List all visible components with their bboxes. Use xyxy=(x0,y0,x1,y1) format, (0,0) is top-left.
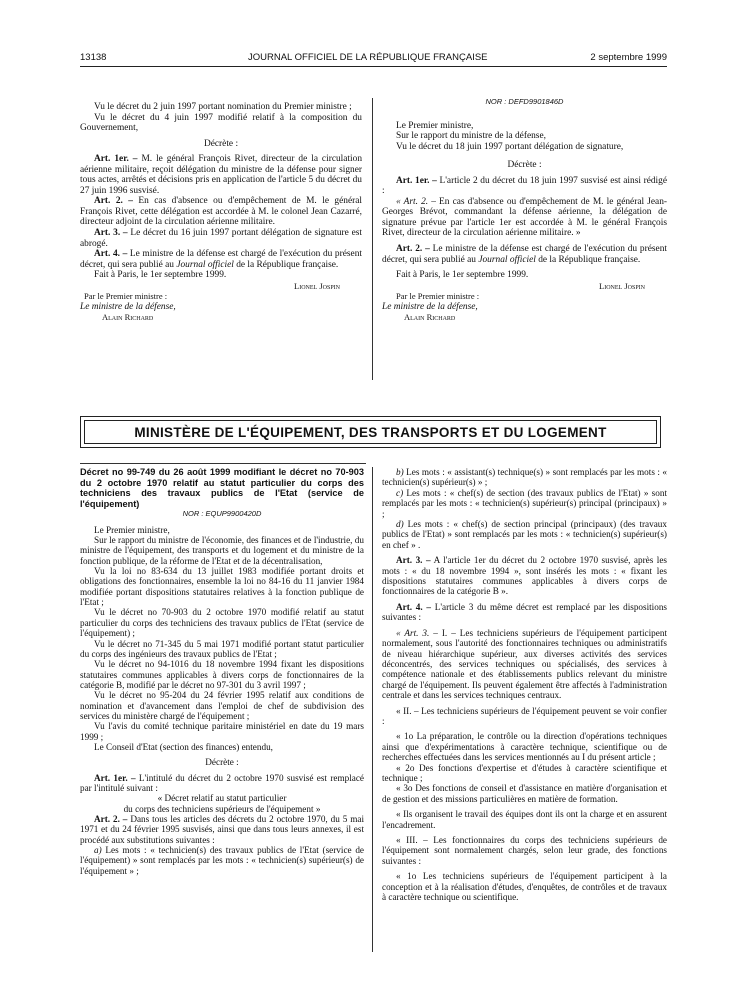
paragraph: Le Premier ministre, xyxy=(94,524,170,535)
paragraph: Vu le décret du 2 juin 1997 portant nomination du Premier ministre ; xyxy=(94,102,352,112)
top-right-column xyxy=(382,97,667,323)
paragraph: Vu le décret no 70-903 du 2 octobre 1970 modifié relatif au statut particulier du corps des techniciens des travaux publics de l'Etat (service de l'équipement) ; xyxy=(80,607,364,639)
article-4: Art. 4. – L'article 3 du même décret est remplacé par les dispositions suivantes : xyxy=(382,601,668,623)
par-le-premier-ministre: Par le Premier ministre : xyxy=(396,291,480,302)
paragraph: Vu le décret du 18 juin 1997 portant délégation de signature, xyxy=(396,141,624,152)
article-2: Art. 2. – Le ministre de la défense est chargé de l'exécution du présent décret, qui sera publié au Journal officiel de la République française. xyxy=(382,244,667,265)
paragraph: Vu l'avis du comité technique paritaire ministériel en date du 19 mars 1999 ; xyxy=(80,721,364,742)
signatory: Lionel Jospin xyxy=(599,280,645,291)
minister-title: Le ministre de la défense, xyxy=(382,301,478,312)
column-divider xyxy=(372,467,373,952)
par-le-premier-ministre: Par le Premier ministre : xyxy=(84,291,168,302)
paragraph: « III. – Les fonctionnaires du corps des techniciens supérieurs de l'équipement sont normalement chargés, selon leur grade, des fonctions suivantes : xyxy=(382,835,667,866)
paragraph: « 1o Les techniciens supérieurs de l'équipement participent à la conception et à la réalisation d'études, d'enquêtes, de contrôles et de travaux à caractère technique ou scientifique. xyxy=(382,871,667,903)
column-divider xyxy=(372,98,373,380)
journal-title: JOURNAL OFFICIEL DE LA RÉPUBLIQUE FRANÇAISE xyxy=(248,52,488,63)
ministry-title: MINISTÈRE DE L'ÉQUIPEMENT, DES TRANSPORTS ET DU LOGEMENT xyxy=(84,420,657,444)
paragraph: « II. – Les techniciens supérieurs de l'équipement peuvent se voir confier : xyxy=(382,705,667,726)
article-1: Art. 1er. – M. le général François Rivet, directeur de la circulation aérienne militaire, reçoit délégation du ministre de la défense pour signer tous actes, arrêtés et décisions pris en application de l'article 5 du décret du 27 juin 1996 susvisé. xyxy=(80,154,363,196)
article-2: Art. 2. – En cas d'absence ou d'empêchement de M. le général François Rivet, cette délégation est accordée à M. le colonel Jean Cazarré, directeur adjoint de la circulation aérienne militaire. xyxy=(80,196,362,228)
paragraph: Le Premier ministre, xyxy=(396,120,474,131)
article-1: Art. 1er. – L'intitulé du décret du 2 octobre 1970 susvisé est remplacé par l'intitulé suivant : xyxy=(80,772,364,793)
page-number: 13138 xyxy=(80,52,107,63)
quoted-title-line-1: « Décret relatif au statut particulier xyxy=(157,793,287,804)
item-c: c) Les mots : « chef(s) de section (des travaux publics de l'Etat) » sont remplacés par les mots : « technicien(s) supérieur(s) principal (principaux) » ; xyxy=(382,487,667,519)
signed-at: Fait à Paris, le 1er septembre 1999. xyxy=(396,270,529,281)
paragraph: Le Conseil d'Etat (section des finances) entendu, xyxy=(94,741,273,752)
paragraph: Vu la loi no 83-634 du 13 juillet 1983 modifiée portant droits et obligations des fonctionnaires, ensemble la loi no 84-16 du 11 janvier 1984 modifiée portant dispositions statutaires relatives à la fonction publique de l'Etat ; xyxy=(80,566,364,608)
decrete-label: Décrète : xyxy=(205,757,239,768)
article-3: Art. 3. – A l'article 1er du décret du 2 octobre 1970 susvisé, après les mots : « du 18 novembre 1994 », sont insérés les mots : « fixant les dispositions statutaires communes applicables à divers corps de fonctionnaires de la catégorie B ». xyxy=(382,555,667,597)
header-rule xyxy=(80,66,667,67)
item-a: a) Les mots : « technicien(s) des travaux publics de l'Etat (service de l'équipement) » sont remplacés par les mots : « technicien(s) supérieur(s) de l'équipement » ; xyxy=(80,845,365,876)
paragraph: Vu le décret du 4 juin 1997 modifié relatif à la composition du Gouvernement, xyxy=(80,112,362,134)
quoted-article-3: « Art. 3. – I. – Les techniciens supérieurs de l'équipement participent normalement, sous l'autorité des fonctionnaires techniques ou administratifs de niveau hiérarchique supérieur, aux diverses activités des services déconcentrés, des services techniques ou spécialisés, des services à compétence nationale et des établissements publics relevant du ministre chargé de l'équipement. Ils peuvent également être affectés à l'administration centrale et dans les services techniques centraux. xyxy=(382,627,668,701)
article-3: Art. 3. – Le décret du 16 juin 1997 portant délégation de signature est abrogé. xyxy=(80,228,363,249)
paragraph: Sur le rapport du ministre de la défense, xyxy=(396,131,546,142)
decrete-label: Décrète : xyxy=(507,160,542,171)
item-b: b) Les mots : « assistant(s) technique(s) » sont remplacés par les mots : « technicien(s) supérieur(s) » ; xyxy=(382,467,667,488)
decrete-label: Décrète : xyxy=(203,138,239,149)
top-left-column xyxy=(80,102,362,323)
paragraph: « Ils organisent le travail des équipes dont ils ont la charge et en assurent l'encadrement. xyxy=(382,809,667,830)
minister-title: Le ministre de la défense, xyxy=(80,301,176,312)
minister-name: Alain Richard xyxy=(102,312,154,323)
article-2: Art. 2. – Dans tous les articles des décrets du 2 octobre 1970, du 5 mai 1971 et du 24 février 1995 susvisés, ainsi que dans tous leurs annexes, il est procédé aux substitutions suivantes : xyxy=(80,814,365,845)
bottom-right-column xyxy=(382,467,667,902)
quoted-title-line-2: du corps des techniciens supérieurs de l'équipement » xyxy=(123,803,321,814)
minister-name: Alain Richard xyxy=(404,312,456,323)
nor-reference: NOR : EQUP9900420D xyxy=(182,509,262,519)
nor-reference: NOR : DEFD9901846D xyxy=(485,97,564,106)
decree-title: Décret no 99-749 du 26 août 1999 modifiant le décret no 70-903 du 2 octobre 1970 relatif au statut particulier du corps des techniciens des travaux publics de l'Etat (service de l'équipement) xyxy=(80,467,364,509)
paragraph: « 2o Des fonctions d'expertise et d'études à caractère scientifique et technique ; xyxy=(382,762,667,783)
signed-at: Fait à Paris, le 1er septembre 1999. xyxy=(94,270,227,281)
item-d: d) Les mots : « chef(s) de section principal (principaux) (des travaux publics de l'Etat) » sont remplacés par les mots : « technicien(s) supérieur(s) en chef » . xyxy=(382,519,667,550)
paragraph: Vu le décret no 71-345 du 5 mai 1971 modifié portant statut particulier du corps des ingénieurs des travaux publics de l'Etat ; xyxy=(80,638,364,659)
bottom-left-column xyxy=(80,467,364,876)
paragraph: « 3o Des fonctions de conseil et d'assistance en matière d'organisation et de gestion et des missions particulières en matière de formation. xyxy=(382,783,667,804)
ministry-banner xyxy=(80,416,661,448)
signatory: Lionel Jospin xyxy=(294,280,340,291)
paragraph: « 1o La préparation, le contrôle ou la direction d'opérations techniques ainsi que d'expérimentations à caractère technique, scientifique ou de recherches effectuées dans les services mentionnés au I du présent article ; xyxy=(382,731,667,763)
paragraph: Vu le décret no 94-1016 du 18 novembre 1994 fixant les dispositions statutaires communes applicables à divers corps de fonctionnaires de la catégorie B, modifié par le décret no 97-301 du 3 avril 1997 ; xyxy=(80,659,364,690)
paragraph: Sur le rapport du ministre de l'économie, des finances et de l'industrie, du ministre de l'équipement, des transports et du logement et du ministre de la fonction publique, de la réforme de l'Etat et de la décentralisation, xyxy=(80,535,364,566)
article-4: Art. 4. – Le ministre de la défense est chargé de l'exécution du présent décret, qui sera publié au Journal officiel de la République française. xyxy=(80,249,362,270)
article-1: Art. 1er. – L'article 2 du décret du 18 juin 1997 susvisé est ainsi rédigé : xyxy=(382,175,668,197)
section-rule xyxy=(80,463,366,464)
page-header xyxy=(80,52,667,66)
article-1-quote: « Art. 2. – En cas d'absence ou d'empêchement de M. le général Jean-Georges Brévot, commandant la défense aérienne, la délégation de signature prévue par l'article 1er est accordée à M. le général François Rivet, directeur de la circulation aérienne militaire. » xyxy=(382,196,668,239)
issue-date: 2 septembre 1999 xyxy=(590,52,667,63)
paragraph: Vu le décret no 95-204 du 24 février 1995 relatif aux conditions de nomination et d'avancement dans l'emploi de chef de subdivision des services du ministère chargé de l'équipement ; xyxy=(80,690,364,721)
